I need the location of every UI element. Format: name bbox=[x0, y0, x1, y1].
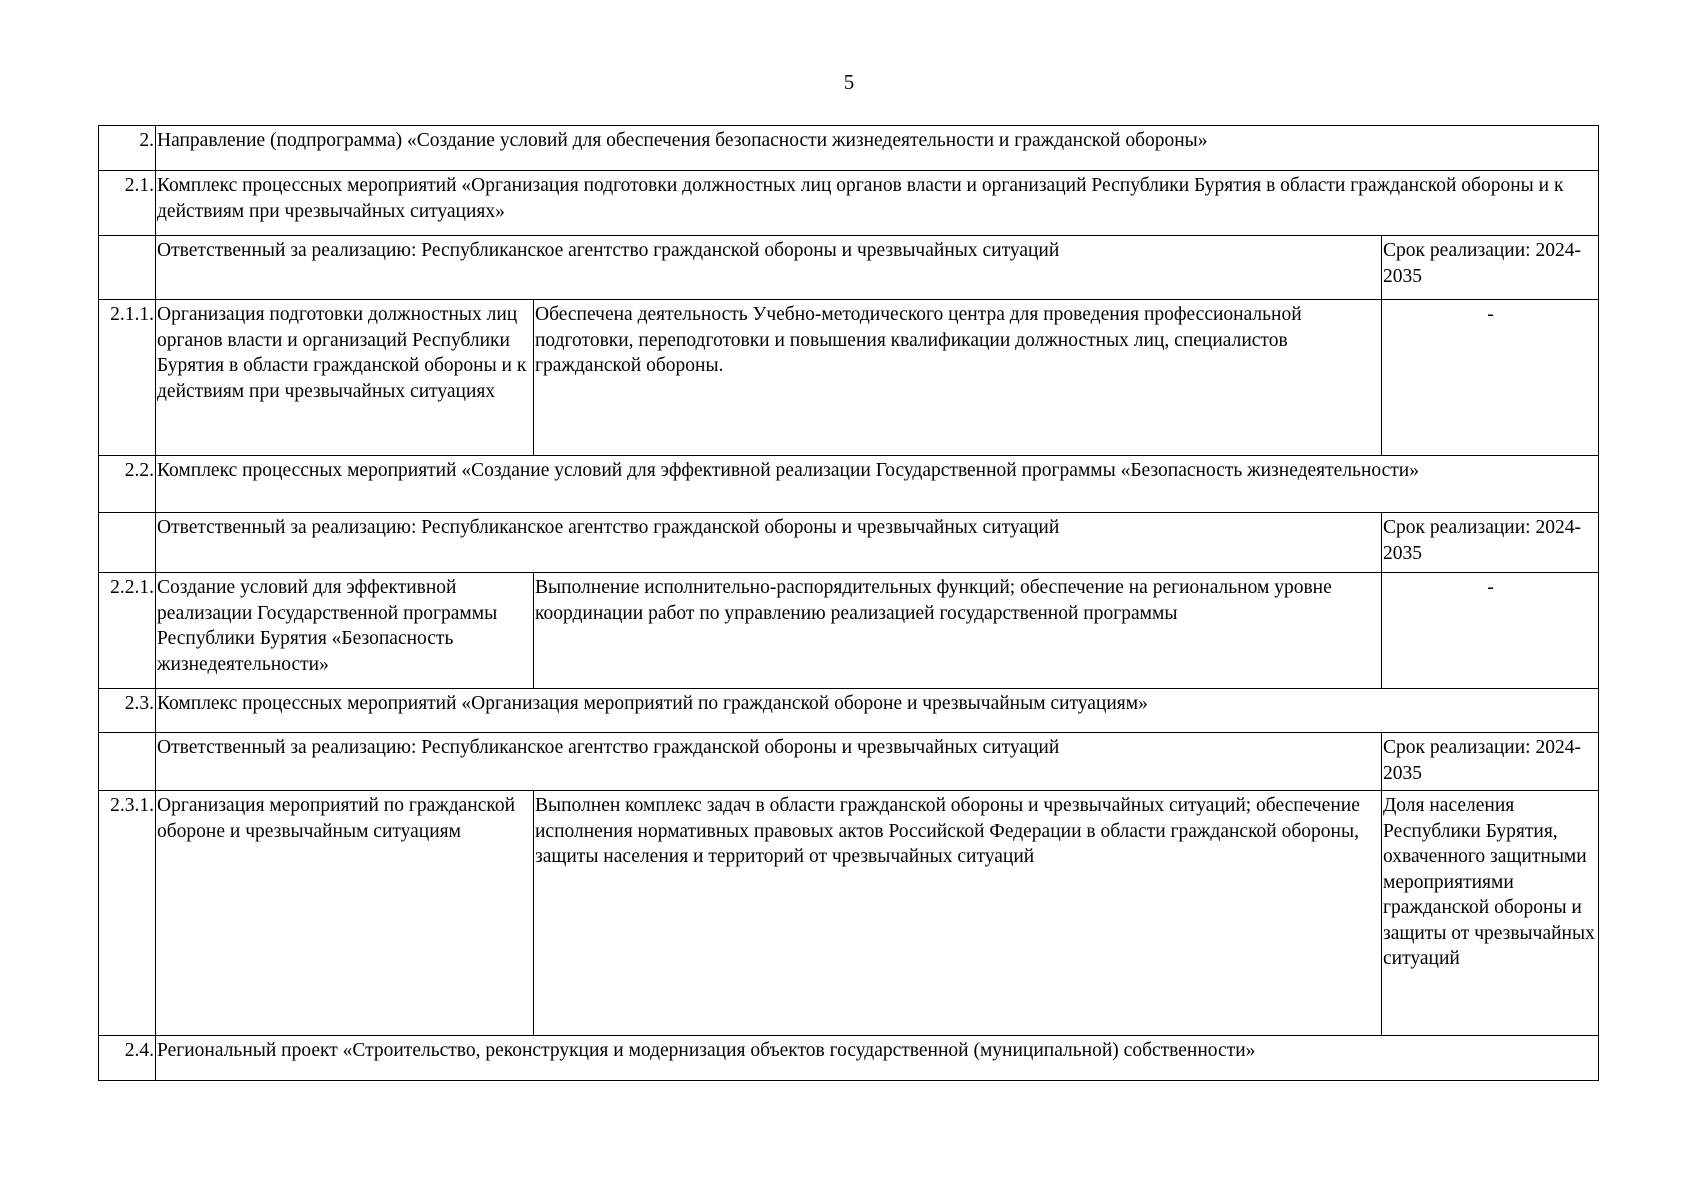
indicator-text: Доля населения Республики Бурятия, охваченного защитными мероприятиями гражданской обороны и защиты от чрезвычайных ситуаций bbox=[1382, 791, 1599, 1036]
row-number: 2.4. bbox=[99, 1036, 156, 1081]
table-row bbox=[99, 126, 1599, 171]
row-number: 2.1.1. bbox=[99, 300, 156, 456]
task-text: Организация мероприятий по гражданской обороне и чрезвычайным ситуациям bbox=[156, 791, 534, 1036]
empty-cell bbox=[99, 236, 156, 300]
table-row bbox=[99, 236, 1599, 300]
complex-title: Комплекс процессных мероприятий «Организация подготовки должностных лиц органов власти и организаций Республики Бурятия в области гражданской обороны и к действиям при чрезвычайных ситуациях» bbox=[156, 171, 1599, 236]
program-table bbox=[98, 125, 1599, 1081]
table-row bbox=[99, 171, 1599, 236]
term-text: Срок реализации: 2024-2035 bbox=[1382, 733, 1599, 791]
table-row bbox=[99, 689, 1599, 733]
table-row bbox=[99, 300, 1599, 456]
term-text: Срок реализации: 2024-2035 bbox=[1382, 513, 1599, 573]
indicator-text: - bbox=[1382, 300, 1599, 456]
table-row bbox=[99, 733, 1599, 791]
subprogram-title: Направление (подпрограмма) «Создание условий для обеспечения безопасности жизнедеятельности и гражданской обороны» bbox=[156, 126, 1599, 171]
table-row bbox=[99, 791, 1599, 1036]
row-number: 2.3.1. bbox=[99, 791, 156, 1036]
result-text: Выполнение исполнительно-распорядительных функций; обеспечение на региональном уровне координации работ по управлению реализацией государственной программы bbox=[534, 573, 1382, 689]
indicator-text: - bbox=[1382, 573, 1599, 689]
project-title: Региональный проект «Строительство, реконструкция и модернизация объектов государственной (муниципальной) собственности» bbox=[156, 1036, 1599, 1081]
complex-title: Комплекс процессных мероприятий «Организация мероприятий по гражданской обороне и чрезвычайным ситуациям» bbox=[156, 689, 1599, 733]
term-text: Срок реализации: 2024-2035 bbox=[1382, 236, 1599, 300]
table-row bbox=[99, 1036, 1599, 1081]
result-text: Выполнен комплекс задач в области гражданской обороны и чрезвычайных ситуаций; обеспечение исполнения нормативных правовых актов Российской Федерации в области гражданской обороны, защиты населения и территорий от чрезвычайных ситуаций bbox=[534, 791, 1382, 1036]
responsible-text: Ответственный за реализацию: Республиканское агентство гражданской обороны и чрезвычайных ситуаций bbox=[156, 513, 1382, 573]
responsible-text: Ответственный за реализацию: Республиканское агентство гражданской обороны и чрезвычайных ситуаций bbox=[156, 236, 1382, 300]
row-number: 2. bbox=[99, 126, 156, 171]
result-text: Обеспечена деятельность Учебно-методического центра для проведения профессиональной подготовки, переподготовки и повышения квалификации должностных лиц, специалистов гражданской обороны. bbox=[534, 300, 1382, 456]
empty-cell bbox=[99, 733, 156, 791]
row-number: 2.2.1. bbox=[99, 573, 156, 689]
table-row bbox=[99, 573, 1599, 689]
complex-title: Комплекс процессных мероприятий «Создание условий для эффективной реализации Государственной программы «Безопасность жизнедеятельности» bbox=[156, 456, 1599, 513]
row-number: 2.1. bbox=[99, 171, 156, 236]
responsible-text: Ответственный за реализацию: Республиканское агентство гражданской обороны и чрезвычайных ситуаций bbox=[156, 733, 1382, 791]
task-text: Создание условий для эффективной реализации Государственной программы Республики Бурятия «Безопасность жизнедеятельности» bbox=[156, 573, 534, 689]
task-text: Организация подготовки должностных лиц органов власти и организаций Республики Бурятия в области гражданской обороны и к действиям при чрезвычайных ситуациях bbox=[156, 300, 534, 456]
empty-cell bbox=[99, 513, 156, 573]
row-number: 2.2. bbox=[99, 456, 156, 513]
table-row bbox=[99, 513, 1599, 573]
table-row bbox=[99, 456, 1599, 513]
page-number: 5 bbox=[843, 70, 855, 94]
row-number: 2.3. bbox=[99, 689, 156, 733]
